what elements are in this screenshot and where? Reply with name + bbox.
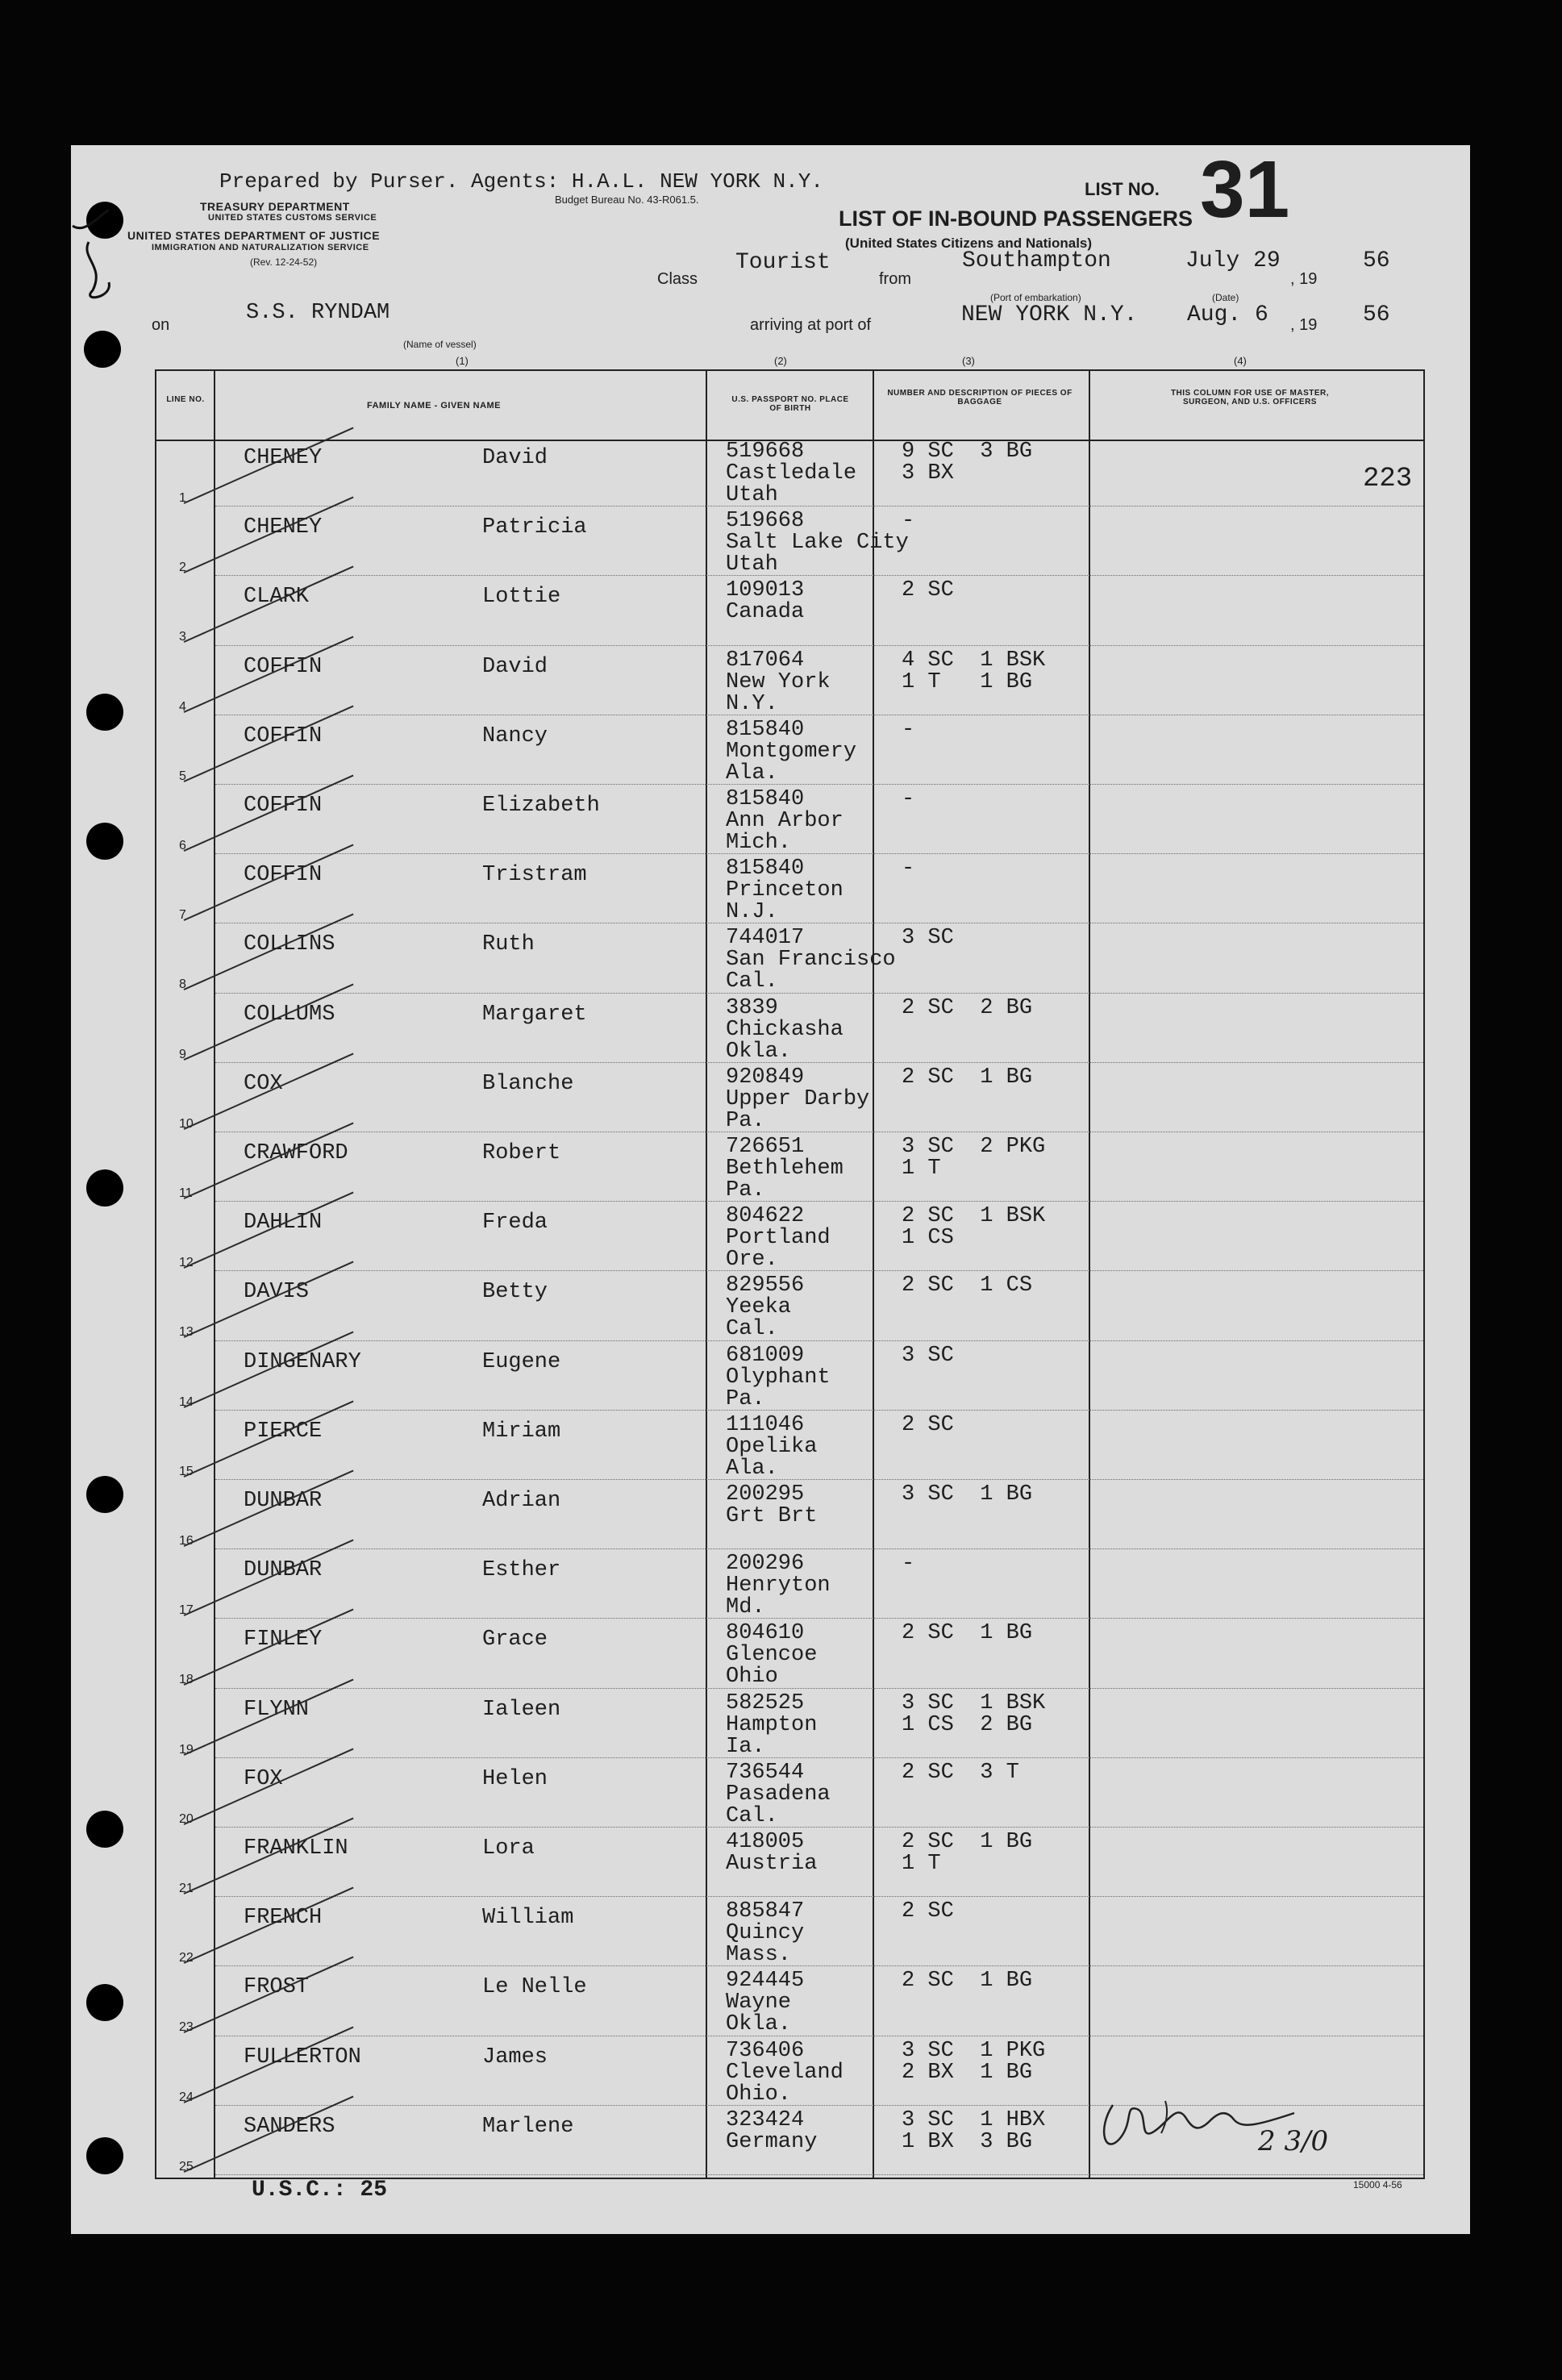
baggage-line-1: 9 SC 3 BG (902, 440, 1033, 464)
arrival-year: 56 (1363, 302, 1390, 327)
passport-number: 804610 (726, 1621, 805, 1646)
line-number: 21 (179, 1882, 194, 1895)
passport-number: 815840 (726, 787, 805, 811)
passport-number: 744017 (726, 926, 805, 951)
baggage-line-1: 2 SC 1 BG (902, 1621, 1033, 1646)
passport-number: 200296 (726, 1552, 805, 1577)
baggage-line-1: 2 SC 3 T (902, 1760, 1019, 1785)
baggage-line-1: 2 SC (902, 1899, 954, 1924)
row-divider (215, 784, 1423, 785)
place-of-birth: Salt Lake City (726, 531, 909, 556)
place-of-birth: Pasadena (726, 1782, 831, 1807)
row-divider (215, 575, 1423, 576)
class-value: Tourist (735, 250, 831, 275)
line-number: 10 (179, 1116, 194, 1131)
arrival-port: NEW YORK N.Y. (961, 302, 1138, 327)
officer-initials-signature (1089, 2081, 1314, 2170)
place-of-birth-state: Mich. (726, 831, 792, 855)
place-of-birth: Cleveland (726, 2060, 843, 2085)
family-name: COLLUMS (244, 1002, 335, 1027)
place-of-birth: Glencoe (726, 1643, 818, 1668)
place-of-birth: Olyphant (726, 1365, 831, 1390)
place-of-birth: Princeton (726, 878, 843, 903)
passport-number: 111046 (726, 1412, 805, 1437)
baggage-line-1: 3 SC 2 PKG (902, 1135, 1046, 1159)
given-name: Helen (482, 1766, 548, 1791)
budget-bureau: Budget Bureau No. 43-R061.5. (555, 194, 699, 206)
line-number: 22 (179, 1951, 194, 1965)
baggage-line-1: 2 SC 1 BG (902, 1830, 1033, 1854)
baggage-line-1: 3 SC (902, 926, 954, 951)
row-divider (215, 645, 1423, 646)
place-of-birth: Canada (726, 600, 805, 625)
list-no-label: LIST NO. (1085, 179, 1160, 199)
place-of-birth: Hampton (726, 1712, 818, 1737)
row-divider (215, 1757, 1423, 1758)
row-divider (215, 1410, 1423, 1411)
baggage-line-1: - (902, 857, 915, 882)
baggage-line-1: 2 SC 1 BG (902, 1065, 1033, 1090)
punch-hole (86, 1811, 123, 1848)
family-name: FLYNN (244, 1697, 310, 1722)
baggage-line-1: 3 SC 1 PKG (902, 2038, 1046, 2063)
on-label: on (152, 316, 170, 334)
given-name: Esther (482, 1558, 561, 1583)
place-of-birth-state: Utah (726, 483, 778, 507)
arrival-date: Aug. 6 (1187, 302, 1268, 327)
passport-number: 681009 (726, 1343, 805, 1368)
given-name: James (482, 2044, 548, 2069)
family-name: CHENEY (244, 446, 323, 470)
line-number: 8 (179, 977, 186, 992)
vessel-name: S.S. RYNDAM (246, 301, 390, 325)
given-name: Nancy (482, 723, 548, 748)
place-of-birth-state: Cal. (726, 969, 778, 994)
passport-number: 804622 (726, 1204, 805, 1229)
family-name: COX (244, 1071, 283, 1096)
row-divider (215, 1896, 1423, 1897)
passport-number: 519668 (726, 509, 805, 534)
row-divider (215, 993, 1423, 994)
list-number: 31 (1200, 144, 1290, 235)
passport-number: 829556 (726, 1273, 805, 1298)
row-divider (215, 1340, 1423, 1341)
header-family-name: FAMILY NAME - GIVEN NAME (367, 401, 502, 411)
line-number: 25 (179, 2159, 194, 2174)
given-name: Marlene (482, 2114, 574, 2139)
given-name: Lottie (482, 585, 561, 610)
row-divider (215, 1618, 1423, 1619)
punch-hole (86, 694, 123, 731)
family-name: FRENCH (244, 1906, 323, 1931)
given-name: Ruth (482, 932, 535, 957)
given-name: Le Nelle (482, 1975, 587, 2000)
family-name: DAVIS (244, 1280, 310, 1305)
line-number: 19 (179, 1742, 194, 1757)
given-name: Eugene (482, 1349, 561, 1374)
passport-number: 519668 (726, 440, 805, 464)
passport-number: 817064 (726, 648, 805, 673)
baggage-line-1: - (902, 787, 915, 811)
line-number: 1 (179, 491, 186, 505)
form-title: LIST OF IN-BOUND PASSENGERS (839, 206, 1193, 231)
line-number: 20 (179, 1811, 194, 1826)
place-of-birth-state: Cal. (726, 1803, 778, 1828)
place-of-birth-state: Ala. (726, 1456, 778, 1481)
place-of-birth: Austria (726, 1852, 818, 1876)
baggage-line-2: 1 T (902, 1157, 941, 1181)
from-value: Southampton (962, 248, 1111, 273)
line-number: 3 (179, 630, 186, 644)
baggage-line-1: - (902, 717, 915, 742)
place-of-birth-state: Ia. (726, 1734, 765, 1759)
form-revision: (Rev. 12-24-52) (250, 256, 318, 268)
place-of-birth: Quincy (726, 1921, 805, 1946)
place-of-birth-state: Pa. (726, 1386, 765, 1411)
baggage-line-1: 3 SC 1 BSK (902, 1690, 1046, 1715)
punch-hole (86, 2137, 123, 2174)
place-of-birth: Wayne (726, 1990, 792, 2015)
place-of-birth: Upper Darby (726, 1086, 870, 1111)
given-name: William (482, 1906, 574, 1931)
place-of-birth: Bethlehem (726, 1157, 843, 1181)
given-name: Lora (482, 1836, 535, 1861)
family-name: SANDERS (244, 2114, 335, 2139)
place-of-birth: New York (726, 669, 831, 694)
family-name: PIERCE (244, 1419, 323, 1444)
family-name: DUNBAR (244, 1489, 323, 1513)
place-of-birth: Portland (726, 1226, 831, 1251)
row-divider (215, 1688, 1423, 1689)
passport-number: 885847 (726, 1899, 805, 1924)
place-of-birth: Opelika (726, 1434, 818, 1459)
family-name: FULLERTON (244, 2044, 361, 2069)
line-number: 24 (179, 2090, 194, 2104)
row-divider (215, 1270, 1423, 1271)
baggage-line-1: - (902, 509, 915, 534)
baggage-line-1: 3 SC (902, 1343, 954, 1368)
baggage-line-1: 2 SC 1 BG (902, 1969, 1033, 1994)
place-of-birth-state: Ohio (726, 1665, 778, 1690)
place-of-birth-state: Pa. (726, 1178, 765, 1203)
count-annotation: 223 (1363, 464, 1413, 494)
passport-number: 924445 (726, 1969, 805, 1994)
family-name: FRANKLIN (244, 1836, 348, 1861)
family-name: COLLINS (244, 932, 335, 957)
line-number: 14 (179, 1394, 194, 1409)
passport-number: 815840 (726, 857, 805, 882)
vessel-caption: (Name of vessel) (403, 339, 477, 350)
baggage-line-2: 1 T (902, 1852, 941, 1876)
header-line-no: LINE NO. (166, 395, 205, 404)
punch-hole (86, 1476, 123, 1513)
given-name: Miriam (482, 1419, 561, 1444)
line-number: 4 (179, 699, 186, 714)
baggage-line-1: 4 SC 1 BSK (902, 648, 1046, 673)
customs-service: UNITED STATES CUSTOMS SERVICE (208, 213, 377, 223)
arrival-year-prefix: , 19 (1290, 316, 1318, 334)
baggage-line-2: 3 BX (902, 461, 954, 486)
given-name: Adrian (482, 1489, 561, 1513)
line-number: 23 (179, 2020, 194, 2035)
baggage-line-1: 3 SC 1 HBX (902, 2107, 1046, 2132)
line-number: 2 (179, 561, 186, 575)
form-number: 15000 4-56 (1353, 2179, 1402, 2190)
place-of-birth-state: Okla. (726, 1039, 792, 1064)
passport-number: 3839 (726, 995, 778, 1020)
line-number: 9 (179, 1047, 186, 1061)
given-name: Ialeen (482, 1697, 561, 1722)
arriving-label: arriving at port of (750, 316, 872, 334)
row-divider (215, 1965, 1423, 1966)
line-number: 13 (179, 1325, 194, 1340)
baggage-line-1: 2 SC (902, 578, 954, 603)
line-number: 6 (179, 839, 186, 852)
place-of-birth-state: Ohio. (726, 2082, 792, 2107)
row-divider (215, 1479, 1423, 1480)
given-name: David (482, 654, 548, 679)
margin-check-mark (65, 194, 121, 306)
place-of-birth-state: N.Y. (726, 691, 778, 716)
line-number: 5 (179, 769, 186, 783)
place-of-birth: San Francisco (726, 948, 896, 973)
passport-number: 815840 (726, 717, 805, 742)
place-of-birth-state: Mass. (726, 1943, 792, 1968)
row-divider (215, 1062, 1423, 1063)
line-number: 15 (179, 1464, 194, 1478)
baggage-line-2: 1 CS 2 BG (902, 1712, 1033, 1737)
family-name: CRAWFORD (244, 1141, 348, 1165)
baggage-line-1: 2 SC 2 BG (902, 995, 1033, 1020)
place-of-birth: Yeeka (726, 1295, 792, 1320)
passport-number: 582525 (726, 1690, 805, 1715)
family-name: CHENEY (244, 515, 323, 540)
departure-date: July 29 (1185, 248, 1281, 273)
column-number-2: (2) (774, 355, 787, 367)
given-name: Grace (482, 1628, 548, 1653)
baggage-line-1: 3 SC 1 BG (902, 1482, 1033, 1507)
departure-year: 56 (1363, 248, 1390, 273)
place-of-birth-state: Okla. (726, 2012, 792, 2037)
header-baggage: NUMBER AND DESCRIPTION OF PIECES OF BAGGAGE (887, 389, 1073, 406)
baggage-line-2: 1 T 1 BG (902, 669, 1033, 694)
place-of-birth-state: Ore. (726, 1248, 778, 1273)
given-name: Patricia (482, 515, 587, 540)
usc-total: U.S.C.: 25 (252, 2178, 388, 2203)
column-number-3: (3) (962, 355, 975, 367)
passport-number: 736544 (726, 1760, 805, 1785)
place-of-birth: Germany (726, 2129, 818, 2154)
given-name: Elizabeth (482, 794, 600, 818)
given-name: Blanche (482, 1071, 574, 1096)
baggage-line-2: 2 BX 1 BG (902, 2060, 1033, 2085)
column-number-4: (4) (1234, 355, 1247, 367)
family-name: COFFIN (244, 863, 323, 888)
place-of-birth-state: Pa. (726, 1108, 765, 1133)
family-name: FINLEY (244, 1628, 323, 1653)
punch-hole (86, 823, 123, 860)
baggage-line-1: - (902, 1552, 915, 1577)
row-divider (215, 1201, 1423, 1202)
family-name: DAHLIN (244, 1211, 323, 1236)
baggage-line-1: 2 SC (902, 1412, 954, 1437)
row-divider (215, 2174, 1423, 2175)
punch-hole (84, 331, 121, 368)
place-of-birth-state: N.J. (726, 900, 778, 925)
treasury-department: TREASURY DEPARTMENT (200, 200, 350, 213)
line-number: 7 (179, 908, 186, 923)
column-number-1: (1) (456, 355, 469, 367)
passport-number: 726651 (726, 1135, 805, 1159)
immigration-service: IMMIGRATION AND NATURALIZATION SERVICE (152, 243, 369, 252)
family-name: DINGENARY (244, 1349, 361, 1374)
place-of-birth: Castledale (726, 461, 857, 486)
port-embarkation-caption: (Port of embarkation) (990, 292, 1081, 303)
passport-number: 920849 (726, 1065, 805, 1090)
place-of-birth: Grt Brt (726, 1504, 818, 1528)
family-name: COFFIN (244, 654, 323, 679)
given-name: Betty (482, 1280, 548, 1305)
passport-number: 736406 (726, 2038, 805, 2063)
place-of-birth: Chickasha (726, 1017, 843, 1042)
line-number: 11 (179, 1186, 193, 1200)
baggage-line-1: 2 SC 1 CS (902, 1273, 1033, 1298)
given-name: Tristram (482, 863, 587, 888)
department-of-justice: UNITED STATES DEPARTMENT OF JUSTICE (127, 229, 381, 242)
handwritten-note: 2 3/0 (1258, 2125, 1329, 2157)
place-of-birth: Ann Arbor (726, 809, 843, 833)
baggage-line-2: 1 CS (902, 1226, 954, 1251)
header-passport: U.S. PASSPORT NO. PLACE OF BIRTH (731, 395, 849, 413)
from-label: from (879, 270, 911, 288)
row-divider (215, 853, 1423, 854)
line-number: 16 (179, 1534, 194, 1548)
header-officers: THIS COLUMN FOR USE OF MASTER, SURGEON, AND U.S. OFFICERS (1170, 389, 1330, 406)
family-name: FOX (244, 1766, 283, 1791)
given-name: David (482, 446, 548, 470)
given-name: Margaret (482, 1002, 587, 1027)
baggage-line-2: 1 BX 3 BG (902, 2129, 1033, 2154)
given-name: Robert (482, 1141, 561, 1165)
passport-number: 418005 (726, 1830, 805, 1854)
passport-number: 200295 (726, 1482, 805, 1507)
place-of-birth-state: Utah (726, 552, 778, 577)
punch-hole (86, 1169, 123, 1207)
form-subtitle: (United States Citizens and Nationals) (845, 235, 1093, 251)
place-of-birth: Henryton (726, 1573, 831, 1598)
class-label: Class (657, 270, 698, 288)
prepared-by: Prepared by Purser. Agents: H.A.L. NEW YORK N.Y. (219, 169, 823, 194)
departure-year-prefix: , 19 (1290, 270, 1318, 288)
family-name: FROST (244, 1975, 310, 2000)
row-divider (215, 1548, 1423, 1549)
place-of-birth: Montgomery (726, 739, 857, 764)
family-name: DUNBAR (244, 1558, 323, 1583)
family-name: CLARK (244, 585, 310, 610)
family-name: COFFIN (244, 723, 323, 748)
place-of-birth-state: Md. (726, 1595, 765, 1620)
given-name: Freda (482, 1211, 548, 1236)
date-caption: (Date) (1212, 292, 1239, 303)
row-divider (215, 1827, 1423, 1828)
place-of-birth-state: Ala. (726, 761, 778, 786)
line-number: 18 (179, 1673, 194, 1687)
line-number: 12 (179, 1256, 194, 1270)
line-number: 17 (179, 1603, 194, 1618)
place-of-birth-state: Cal. (726, 1317, 778, 1342)
baggage-line-1: 2 SC 1 BSK (902, 1204, 1046, 1229)
passport-number: 109013 (726, 578, 805, 603)
punch-hole (86, 1984, 123, 2021)
family-name: COFFIN (244, 794, 323, 818)
passport-number: 323424 (726, 2107, 805, 2132)
